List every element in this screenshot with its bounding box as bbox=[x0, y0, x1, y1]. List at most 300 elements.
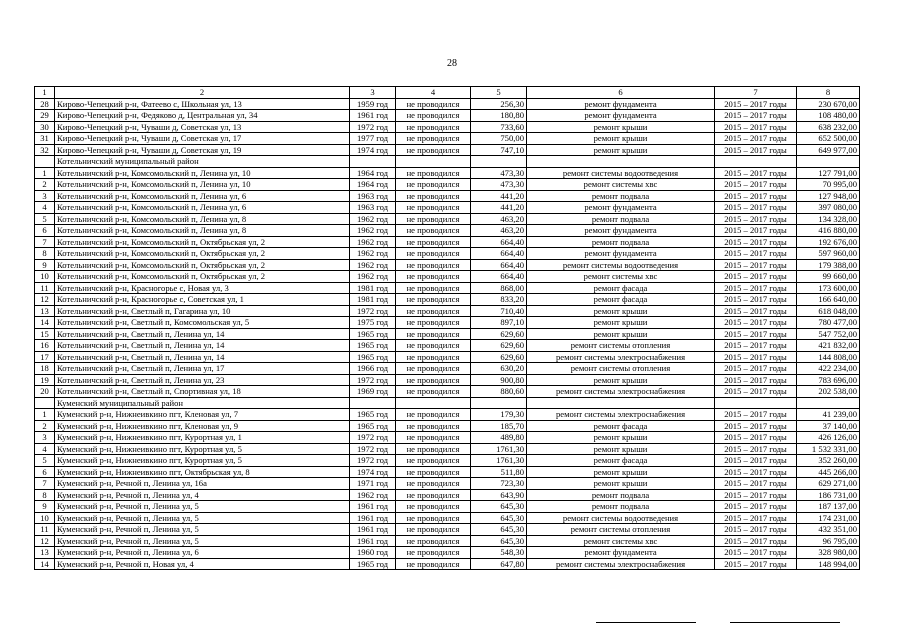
row-number: 31 bbox=[35, 133, 55, 145]
empty-cell bbox=[797, 397, 860, 409]
address-cell: Котельничский р-н, Светлый п, Ленина ул, 14 bbox=[55, 328, 350, 340]
work-type-cell: ремонт подвала bbox=[527, 190, 715, 202]
work-type-cell: ремонт крыши bbox=[527, 328, 715, 340]
period-cell: 2015 – 2017 годы bbox=[715, 110, 797, 122]
table-row bbox=[35, 259, 860, 271]
address-cell: Куменский р-н, Речной п, Ленина ул, 5 bbox=[55, 535, 350, 547]
last-repair-cell: не проводился bbox=[396, 501, 471, 513]
column-number: 7 bbox=[715, 87, 797, 99]
area-cell: 463,20 bbox=[471, 225, 527, 237]
last-repair-cell: не проводился bbox=[396, 351, 471, 363]
cost-cell: 186 731,00 bbox=[797, 489, 860, 501]
cost-cell: 416 880,00 bbox=[797, 225, 860, 237]
last-repair-cell: не проводился bbox=[396, 524, 471, 536]
row-number: 13 bbox=[35, 547, 55, 559]
build-year-cell: 1960 год bbox=[350, 547, 396, 559]
cost-cell: 127 948,00 bbox=[797, 190, 860, 202]
work-type-cell: ремонт системы электроснабжения bbox=[527, 351, 715, 363]
last-repair-cell: не проводился bbox=[396, 374, 471, 386]
period-cell: 2015 – 2017 годы bbox=[715, 294, 797, 306]
work-type-cell: ремонт подвала bbox=[527, 213, 715, 225]
work-type-cell: ремонт крыши bbox=[527, 374, 715, 386]
last-repair-cell: не проводился bbox=[396, 455, 471, 467]
repair-program-table bbox=[34, 86, 860, 570]
table-row bbox=[35, 547, 860, 559]
last-repair-cell: не проводился bbox=[396, 167, 471, 179]
period-cell: 2015 – 2017 годы bbox=[715, 558, 797, 570]
area-cell: 630,20 bbox=[471, 363, 527, 375]
last-repair-cell: не проводился bbox=[396, 190, 471, 202]
period-cell: 2015 – 2017 годы bbox=[715, 478, 797, 490]
row-number: 17 bbox=[35, 351, 55, 363]
table-row bbox=[35, 374, 860, 386]
table-row bbox=[35, 512, 860, 524]
row-number: 5 bbox=[35, 213, 55, 225]
row-number: 18 bbox=[35, 363, 55, 375]
address-cell: Котельничский р-н, Светлый п, Комсомольская ул, 5 bbox=[55, 317, 350, 329]
last-repair-cell: не проводился bbox=[396, 535, 471, 547]
address-cell: Куменский р-н, Нижнеивкино пгт, Кленовая ул, 9 bbox=[55, 420, 350, 432]
table-row bbox=[35, 489, 860, 501]
work-type-cell: ремонт крыши bbox=[527, 305, 715, 317]
period-cell: 2015 – 2017 годы bbox=[715, 351, 797, 363]
address-cell: Котельничский р-н, Красногорье с, Советская ул, 1 bbox=[55, 294, 350, 306]
last-repair-cell: не проводился bbox=[396, 547, 471, 559]
address-cell: Котельничский р-н, Комсомольский п, Ленина ул, 8 bbox=[55, 213, 350, 225]
last-repair-cell: не проводился bbox=[396, 432, 471, 444]
build-year-cell: 1965 год bbox=[350, 328, 396, 340]
period-cell: 2015 – 2017 годы bbox=[715, 167, 797, 179]
row-number: 2 bbox=[35, 179, 55, 191]
period-cell: 2015 – 2017 годы bbox=[715, 386, 797, 398]
empty-cell bbox=[471, 156, 527, 168]
cost-cell: 179 388,00 bbox=[797, 259, 860, 271]
work-type-cell: ремонт крыши bbox=[527, 466, 715, 478]
table-row bbox=[35, 558, 860, 570]
address-cell: Куменский р-н, Речной п, Ленина ул, 5 bbox=[55, 512, 350, 524]
work-type-cell: ремонт системы водоотведения bbox=[527, 512, 715, 524]
area-cell: 441,20 bbox=[471, 190, 527, 202]
build-year-cell: 1965 год bbox=[350, 351, 396, 363]
work-type-cell: ремонт фундамента bbox=[527, 202, 715, 214]
table-row bbox=[35, 305, 860, 317]
address-cell: Котельничский р-н, Светлый п, Спортивная ул, 18 bbox=[55, 386, 350, 398]
address-cell: Куменский р-н, Нижнеивкино пгт, Курортная ул, 5 bbox=[55, 455, 350, 467]
cost-cell: 99 660,00 bbox=[797, 271, 860, 283]
work-type-cell: ремонт фасада bbox=[527, 282, 715, 294]
area-cell: 180,80 bbox=[471, 110, 527, 122]
row-number: 4 bbox=[35, 443, 55, 455]
period-cell: 2015 – 2017 годы bbox=[715, 501, 797, 513]
empty-cell bbox=[396, 156, 471, 168]
address-cell: Куменский р-н, Речной п, Ленина ул, 5 bbox=[55, 524, 350, 536]
last-repair-cell: не проводился bbox=[396, 478, 471, 490]
period-cell: 2015 – 2017 годы bbox=[715, 133, 797, 145]
build-year-cell: 1975 год bbox=[350, 317, 396, 329]
table-row bbox=[35, 271, 860, 283]
build-year-cell: 1962 год bbox=[350, 213, 396, 225]
build-year-cell: 1962 год bbox=[350, 489, 396, 501]
period-cell: 2015 – 2017 годы bbox=[715, 409, 797, 421]
address-cell: Кирово-Чепецкий р-н, Чуваши д, Советская ул, 13 bbox=[55, 121, 350, 133]
build-year-cell: 1962 год bbox=[350, 271, 396, 283]
cost-cell: 652 500,00 bbox=[797, 133, 860, 145]
address-cell: Котельничский р-н, Светлый п, Ленина ул, 14 bbox=[55, 351, 350, 363]
empty-cell bbox=[715, 397, 797, 409]
period-cell: 2015 – 2017 годы bbox=[715, 512, 797, 524]
build-year-cell: 1965 год bbox=[350, 409, 396, 421]
signature-line bbox=[730, 622, 840, 623]
work-type-cell: ремонт фундамента bbox=[527, 225, 715, 237]
period-cell: 2015 – 2017 годы bbox=[715, 225, 797, 237]
row-number: 12 bbox=[35, 535, 55, 547]
area-cell: 463,20 bbox=[471, 213, 527, 225]
row-number: 9 bbox=[35, 501, 55, 513]
address-cell: Куменский р-н, Речной п, Новая ул, 4 bbox=[55, 558, 350, 570]
table-row bbox=[35, 282, 860, 294]
cost-cell: 127 791,00 bbox=[797, 167, 860, 179]
empty-cell bbox=[471, 397, 527, 409]
column-number: 6 bbox=[527, 87, 715, 99]
column-number: 8 bbox=[797, 87, 860, 99]
period-cell: 2015 – 2017 годы bbox=[715, 271, 797, 283]
work-type-cell: ремонт фундамента bbox=[527, 110, 715, 122]
table-row bbox=[35, 202, 860, 214]
cost-cell: 144 808,00 bbox=[797, 351, 860, 363]
row-number: 8 bbox=[35, 248, 55, 260]
row-number: 13 bbox=[35, 305, 55, 317]
last-repair-cell: не проводился bbox=[396, 443, 471, 455]
empty-cell bbox=[715, 156, 797, 168]
section-title: Куменский муниципальный район bbox=[55, 397, 350, 409]
area-cell: 489,80 bbox=[471, 432, 527, 444]
last-repair-cell: не проводился bbox=[396, 363, 471, 375]
work-type-cell: ремонт подвала bbox=[527, 236, 715, 248]
last-repair-cell: не проводился bbox=[396, 144, 471, 156]
build-year-cell: 1972 год bbox=[350, 443, 396, 455]
address-cell: Кирово-Чепецкий р-н, Чуваши д, Советская ул, 19 bbox=[55, 144, 350, 156]
area-cell: 473,30 bbox=[471, 179, 527, 191]
address-cell: Котельничский р-н, Светлый п, Ленина ул, 17 bbox=[55, 363, 350, 375]
address-cell: Котельничский р-н, Комсомольский п, Ленина ул, 6 bbox=[55, 202, 350, 214]
cost-cell: 352 260,00 bbox=[797, 455, 860, 467]
row-number: 4 bbox=[35, 202, 55, 214]
last-repair-cell: не проводился bbox=[396, 133, 471, 145]
work-type-cell: ремонт подвала bbox=[527, 501, 715, 513]
address-cell: Куменский р-н, Речной п, Ленина ул, 4 bbox=[55, 489, 350, 501]
work-type-cell: ремонт системы хвс bbox=[527, 179, 715, 191]
build-year-cell: 1961 год bbox=[350, 524, 396, 536]
address-cell: Котельничский р-н, Комсомольский п, Ленина ул, 10 bbox=[55, 167, 350, 179]
area-cell: 629,60 bbox=[471, 340, 527, 352]
area-cell: 868,00 bbox=[471, 282, 527, 294]
build-year-cell: 1962 год bbox=[350, 225, 396, 237]
area-cell: 900,80 bbox=[471, 374, 527, 386]
address-cell: Куменский р-н, Нижнеивкино пгт, Курортная ул, 1 bbox=[55, 432, 350, 444]
cost-cell: 134 328,00 bbox=[797, 213, 860, 225]
table-row bbox=[35, 144, 860, 156]
table-row bbox=[35, 225, 860, 237]
last-repair-cell: не проводился bbox=[396, 466, 471, 478]
empty-cell bbox=[350, 397, 396, 409]
cost-cell: 597 960,00 bbox=[797, 248, 860, 260]
column-number: 4 bbox=[396, 87, 471, 99]
area-cell: 664,40 bbox=[471, 248, 527, 260]
work-type-cell: ремонт фасада bbox=[527, 294, 715, 306]
period-cell: 2015 – 2017 годы bbox=[715, 305, 797, 317]
last-repair-cell: не проводился bbox=[396, 328, 471, 340]
row-number: 10 bbox=[35, 271, 55, 283]
table-row bbox=[35, 363, 860, 375]
cost-cell: 421 832,00 bbox=[797, 340, 860, 352]
period-cell: 2015 – 2017 годы bbox=[715, 179, 797, 191]
last-repair-cell: не проводился bbox=[396, 225, 471, 237]
address-cell: Куменский р-н, Нижнеивкино пгт, Курортная ул, 5 bbox=[55, 443, 350, 455]
cost-cell: 1 532 331,00 bbox=[797, 443, 860, 455]
table-row bbox=[35, 121, 860, 133]
row-number: 11 bbox=[35, 524, 55, 536]
table-row bbox=[35, 167, 860, 179]
last-repair-cell: не проводился bbox=[396, 248, 471, 260]
area-cell: 664,40 bbox=[471, 236, 527, 248]
period-cell: 2015 – 2017 годы bbox=[715, 121, 797, 133]
period-cell: 2015 – 2017 годы bbox=[715, 259, 797, 271]
table-row bbox=[35, 190, 860, 202]
work-type-cell: ремонт системы водоотведения bbox=[527, 259, 715, 271]
area-cell: 1761,30 bbox=[471, 443, 527, 455]
address-cell: Котельничский р-н, Светлый п, Ленина ул, 23 bbox=[55, 374, 350, 386]
address-cell: Котельничский р-н, Комсомольский п, Октябрьская ул, 2 bbox=[55, 248, 350, 260]
last-repair-cell: не проводился bbox=[396, 317, 471, 329]
area-cell: 629,60 bbox=[471, 351, 527, 363]
period-cell: 2015 – 2017 годы bbox=[715, 282, 797, 294]
cost-cell: 37 140,00 bbox=[797, 420, 860, 432]
cost-cell: 397 080,00 bbox=[797, 202, 860, 214]
table-row bbox=[35, 524, 860, 536]
work-type-cell: ремонт фундамента bbox=[527, 547, 715, 559]
cost-cell: 422 234,00 bbox=[797, 363, 860, 375]
table-row bbox=[35, 133, 860, 145]
address-cell: Котельничский р-н, Комсомольский п, Ленина ул, 8 bbox=[55, 225, 350, 237]
last-repair-cell: не проводился bbox=[396, 98, 471, 110]
period-cell: 2015 – 2017 годы bbox=[715, 363, 797, 375]
period-cell: 2015 – 2017 годы bbox=[715, 432, 797, 444]
work-type-cell: ремонт системы отопления bbox=[527, 340, 715, 352]
row-number: 6 bbox=[35, 466, 55, 478]
row-number: 12 bbox=[35, 294, 55, 306]
address-cell: Котельничский р-н, Комсомольский п, Октябрьская ул, 2 bbox=[55, 271, 350, 283]
cost-cell: 629 271,00 bbox=[797, 478, 860, 490]
last-repair-cell: не проводился bbox=[396, 558, 471, 570]
table-row bbox=[35, 317, 860, 329]
build-year-cell: 1965 год bbox=[350, 340, 396, 352]
cost-cell: 173 600,00 bbox=[797, 282, 860, 294]
period-cell: 2015 – 2017 годы bbox=[715, 489, 797, 501]
area-cell: 645,30 bbox=[471, 535, 527, 547]
work-type-cell: ремонт системы отопления bbox=[527, 524, 715, 536]
area-cell: 629,60 bbox=[471, 328, 527, 340]
work-type-cell: ремонт системы отопления bbox=[527, 363, 715, 375]
period-cell: 2015 – 2017 годы bbox=[715, 535, 797, 547]
last-repair-cell: не проводился bbox=[396, 282, 471, 294]
cost-cell: 70 995,00 bbox=[797, 179, 860, 191]
work-type-cell: ремонт фундамента bbox=[527, 248, 715, 260]
area-cell: 548,30 bbox=[471, 547, 527, 559]
build-year-cell: 1961 год bbox=[350, 512, 396, 524]
table-row bbox=[35, 409, 860, 421]
period-cell: 2015 – 2017 годы bbox=[715, 466, 797, 478]
area-cell: 185,70 bbox=[471, 420, 527, 432]
area-cell: 747,10 bbox=[471, 144, 527, 156]
build-year-cell: 1969 год bbox=[350, 386, 396, 398]
cost-cell: 649 977,00 bbox=[797, 144, 860, 156]
address-cell: Котельничский р-н, Комсомольский п, Ленина ул, 10 bbox=[55, 179, 350, 191]
page-number: 28 bbox=[447, 58, 457, 69]
area-cell: 645,30 bbox=[471, 524, 527, 536]
table-row bbox=[35, 340, 860, 352]
build-year-cell: 1959 год bbox=[350, 98, 396, 110]
area-cell: 664,40 bbox=[471, 259, 527, 271]
cost-cell: 618 048,00 bbox=[797, 305, 860, 317]
last-repair-cell: не проводился bbox=[396, 294, 471, 306]
row-number: 29 bbox=[35, 110, 55, 122]
area-cell: 880,60 bbox=[471, 386, 527, 398]
empty-cell bbox=[35, 156, 55, 168]
work-type-cell: ремонт подвала bbox=[527, 489, 715, 501]
build-year-cell: 1965 год bbox=[350, 558, 396, 570]
row-number: 20 bbox=[35, 386, 55, 398]
table-row bbox=[35, 236, 860, 248]
row-number: 14 bbox=[35, 317, 55, 329]
build-year-cell: 1974 год bbox=[350, 144, 396, 156]
table-row bbox=[35, 110, 860, 122]
address-cell: Куменский р-н, Речной п, Ленина ул, 16а bbox=[55, 478, 350, 490]
period-cell: 2015 – 2017 годы bbox=[715, 455, 797, 467]
cost-cell: 166 640,00 bbox=[797, 294, 860, 306]
area-cell: 645,30 bbox=[471, 501, 527, 513]
build-year-cell: 1972 год bbox=[350, 305, 396, 317]
table-row bbox=[35, 455, 860, 467]
table-row bbox=[35, 248, 860, 260]
period-cell: 2015 – 2017 годы bbox=[715, 190, 797, 202]
cost-cell: 202 538,00 bbox=[797, 386, 860, 398]
address-cell: Котельничский р-н, Светлый п, Ленина ул, 14 bbox=[55, 340, 350, 352]
empty-cell bbox=[35, 397, 55, 409]
cost-cell: 638 232,00 bbox=[797, 121, 860, 133]
period-cell: 2015 – 2017 годы bbox=[715, 328, 797, 340]
work-type-cell: ремонт крыши bbox=[527, 317, 715, 329]
address-cell: Котельничский р-н, Комсомольский п, Октябрьская ул, 2 bbox=[55, 236, 350, 248]
cost-cell: 96 795,00 bbox=[797, 535, 860, 547]
build-year-cell: 1972 год bbox=[350, 455, 396, 467]
area-cell: 710,40 bbox=[471, 305, 527, 317]
area-cell: 750,00 bbox=[471, 133, 527, 145]
cost-cell: 432 351,00 bbox=[797, 524, 860, 536]
area-cell: 723,30 bbox=[471, 478, 527, 490]
build-year-cell: 1964 год bbox=[350, 167, 396, 179]
period-cell: 2015 – 2017 годы bbox=[715, 340, 797, 352]
section-row bbox=[35, 156, 860, 168]
address-cell: Кирово-Чепецкий р-н, Федяково д, Центральная ул, 34 bbox=[55, 110, 350, 122]
address-cell: Котельничский р-н, Комсомольский п, Октябрьская ул, 2 bbox=[55, 259, 350, 271]
period-cell: 2015 – 2017 годы bbox=[715, 98, 797, 110]
build-year-cell: 1972 год bbox=[350, 374, 396, 386]
cost-cell: 547 752,00 bbox=[797, 328, 860, 340]
cost-cell: 148 994,00 bbox=[797, 558, 860, 570]
area-cell: 664,40 bbox=[471, 271, 527, 283]
period-cell: 2015 – 2017 годы bbox=[715, 443, 797, 455]
cost-cell: 780 477,00 bbox=[797, 317, 860, 329]
build-year-cell: 1962 год bbox=[350, 259, 396, 271]
cost-cell: 426 126,00 bbox=[797, 432, 860, 444]
empty-cell bbox=[797, 156, 860, 168]
period-cell: 2015 – 2017 годы bbox=[715, 420, 797, 432]
table-row bbox=[35, 432, 860, 444]
last-repair-cell: не проводился bbox=[396, 271, 471, 283]
empty-cell bbox=[527, 156, 715, 168]
table-row bbox=[35, 179, 860, 191]
table-row bbox=[35, 351, 860, 363]
row-number: 7 bbox=[35, 236, 55, 248]
cost-cell: 41 239,00 bbox=[797, 409, 860, 421]
build-year-cell: 1962 год bbox=[350, 236, 396, 248]
address-cell: Куменский р-н, Речной п, Ленина ул, 5 bbox=[55, 501, 350, 513]
area-cell: 511,80 bbox=[471, 466, 527, 478]
row-number: 10 bbox=[35, 512, 55, 524]
address-cell: Кирово-Чепецкий р-н, Фатеево с, Школьная ул, 13 bbox=[55, 98, 350, 110]
period-cell: 2015 – 2017 годы bbox=[715, 236, 797, 248]
row-number: 8 bbox=[35, 489, 55, 501]
build-year-cell: 1972 год bbox=[350, 432, 396, 444]
row-number: 9 bbox=[35, 259, 55, 271]
section-title: Котельничский муниципальный район bbox=[55, 156, 350, 168]
period-cell: 2015 – 2017 годы bbox=[715, 374, 797, 386]
address-cell: Кирово-Чепецкий р-н, Чуваши д, Советская ул, 17 bbox=[55, 133, 350, 145]
row-number: 1 bbox=[35, 409, 55, 421]
area-cell: 733,60 bbox=[471, 121, 527, 133]
cost-cell: 230 670,00 bbox=[797, 98, 860, 110]
build-year-cell: 1971 год bbox=[350, 478, 396, 490]
row-number: 5 bbox=[35, 455, 55, 467]
row-number: 1 bbox=[35, 167, 55, 179]
table-row bbox=[35, 478, 860, 490]
work-type-cell: ремонт крыши bbox=[527, 443, 715, 455]
row-number: 28 bbox=[35, 98, 55, 110]
work-type-cell: ремонт фасада bbox=[527, 455, 715, 467]
period-cell: 2015 – 2017 годы bbox=[715, 248, 797, 260]
last-repair-cell: не проводился bbox=[396, 340, 471, 352]
build-year-cell: 1974 год bbox=[350, 466, 396, 478]
last-repair-cell: не проводился bbox=[396, 420, 471, 432]
work-type-cell: ремонт системы хвс bbox=[527, 535, 715, 547]
build-year-cell: 1981 год bbox=[350, 294, 396, 306]
work-type-cell: ремонт системы электроснабжения bbox=[527, 386, 715, 398]
column-number: 2 bbox=[55, 87, 350, 99]
table-row bbox=[35, 535, 860, 547]
last-repair-cell: не проводился bbox=[396, 512, 471, 524]
last-repair-cell: не проводился bbox=[396, 489, 471, 501]
table-row bbox=[35, 98, 860, 110]
address-cell: Куменский р-н, Речной п, Ленина ул, 6 bbox=[55, 547, 350, 559]
build-year-cell: 1963 год bbox=[350, 190, 396, 202]
period-cell: 2015 – 2017 годы bbox=[715, 213, 797, 225]
address-cell: Куменский р-н, Нижнеивкино пгт, Кленовая ул, 7 bbox=[55, 409, 350, 421]
table-row bbox=[35, 420, 860, 432]
area-cell: 256,30 bbox=[471, 98, 527, 110]
build-year-cell: 1965 год bbox=[350, 420, 396, 432]
cost-cell: 192 676,00 bbox=[797, 236, 860, 248]
area-cell: 643,90 bbox=[471, 489, 527, 501]
